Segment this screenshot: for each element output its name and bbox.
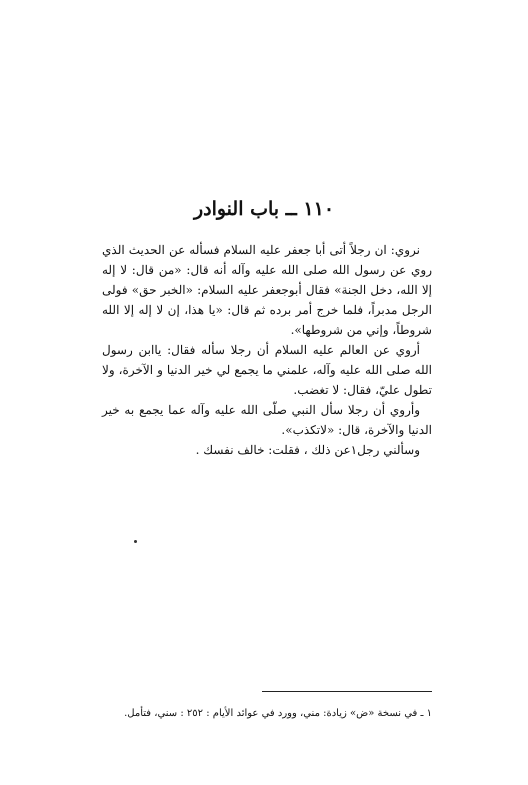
chapter-title: ١١٠ ــ باب النوادر xyxy=(193,198,335,220)
paragraph-hadith-3: وأروي أن رجلا سأل النبي صلّى الله عليه وآله عما يجمع به خير الدنيا والآخرة، قال: «لاتكذب». xyxy=(102,403,432,437)
paragraph-hadith-2: أروي عن العالم عليه السلام أن رجلا سأله فقال: ياابن رسول الله صلى الله عليه وآله، علمني ما يجمع لي خير الدنيا و الآخرة، ولا تطول عليّ، فقال: لا تغضب. xyxy=(102,343,432,397)
footnote: ١ ـ في نسخة «ض» زيادة: مني، وورد في عوائد الأيام : ٢٥٢ : سني، فتأمل. xyxy=(124,708,432,719)
footnote-divider xyxy=(262,691,432,692)
paragraph-hadith-1: نروي: ان رجلاً أتى أبا جعفر عليه السلام فسأله عن الحديث الذي روي عن رسول الله صلى الله عليه وآله أنه قال: «من قال: لا إله إلا الله، دخل الجنة» فقال أبوجعفر عليه السلام: «الخبر حق» فولى الرجل مدبراً، فلما خرج أمر برده ثم قال: «يا هذا، إن لا إله إلا الله شروطاً، وإني من شروطها». xyxy=(102,243,432,337)
stray-dot xyxy=(134,540,137,543)
body-text xyxy=(102,240,432,460)
paragraph-hadith-4: وسألني رجل١عن ذلك ، فقلت: خالف نفسك . xyxy=(195,443,420,457)
